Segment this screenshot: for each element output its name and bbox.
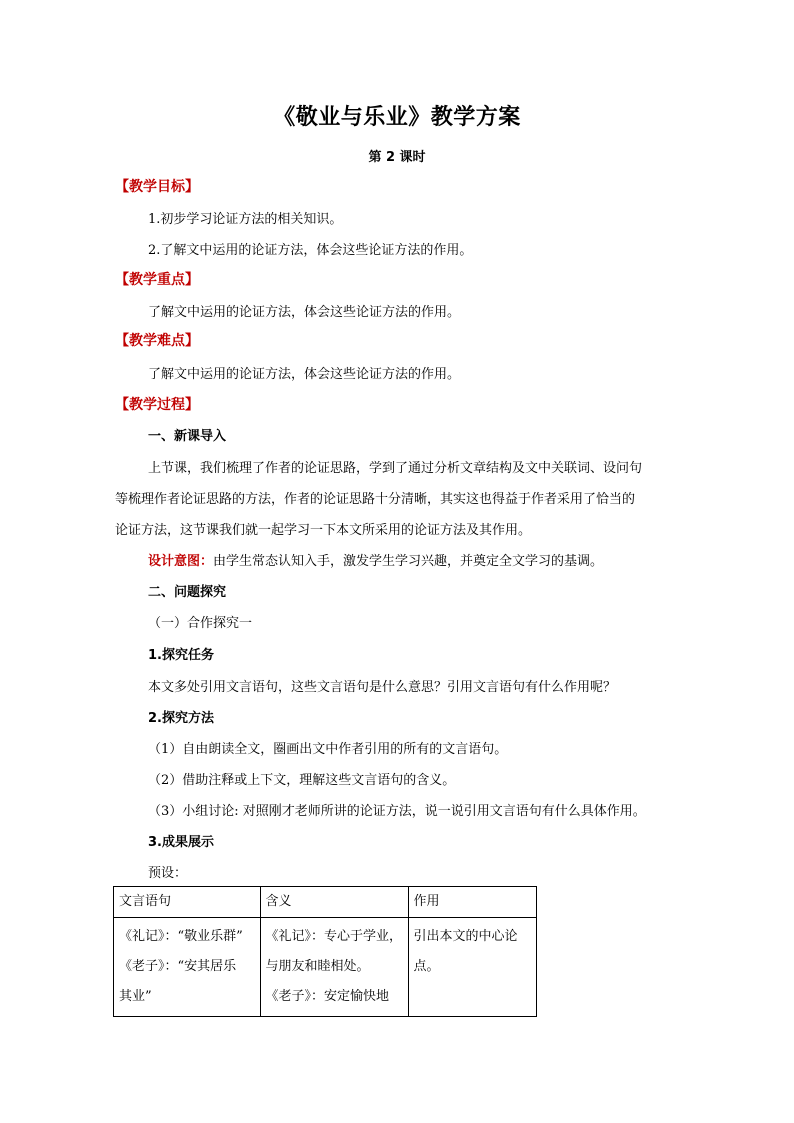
preset-label: 预设： [148, 866, 188, 881]
section-heading-process: 【教学过程】 [115, 397, 199, 413]
cell-line: 《礼记》：专心于学业， [265, 929, 403, 944]
table-cell-quote [114, 918, 261, 1017]
cell-line: 《礼记》：“敬业乐群” [119, 929, 243, 944]
method-item: （1）自由朗读全文，圈画出文中作者引用的所有的文言语句。 [148, 742, 508, 757]
table-cell-function [408, 918, 537, 1017]
cell-line: 点。 [413, 959, 440, 974]
goal-item: 2.了解文中运用的论证方法，体会这些论证方法的作用。 [148, 243, 473, 258]
table-header-row [114, 887, 537, 918]
table-header-cell: 作用 [408, 887, 537, 918]
section-heading-difficulty: 【教学难点】 [115, 333, 199, 349]
cell-line: 《老子》：安定愉快地 [265, 989, 390, 1004]
sub-heading: （一）合作探究一 [148, 616, 253, 631]
goal-item: 1.初步学习论证方法的相关知识。 [148, 212, 343, 227]
section-heading-key: 【教学重点】 [115, 272, 199, 288]
cell-line: 《老子》：“安其居乐 [119, 959, 237, 974]
result-title: 3.成果展示 [148, 835, 214, 850]
part-heading: 一、新课导入 [148, 429, 227, 444]
table-row [114, 918, 537, 1017]
paragraph-line: 上节课，我们梳理了作者的论证思路，学到了通过分析文章结构及文中关联词、设问句 [148, 461, 643, 476]
task-title: 1.探究任务 [148, 648, 214, 663]
method-item: （2）借助注释或上下文，理解这些文言语句的含义。 [148, 773, 456, 788]
section-heading-goals: 【教学目标】 [115, 179, 199, 195]
design-intent-text: 由学生常态认知入手，激发学生学习兴趣，并奠定全文学习的基调。 [213, 554, 604, 569]
paragraph-line: 等梳理作者论证思路的方法，作者的论证思路十分清晰，其实这也得益于作者采用了恰当的 [115, 492, 636, 507]
method-item: （3）小组讨论: 对照刚才老师所讲的论证方法，说一说引用文言语句有什么具体作用。 [148, 804, 646, 819]
part-heading: 二、问题探究 [148, 585, 227, 600]
table-cell-meaning [260, 918, 408, 1017]
key-point-text: 了解文中运用的论证方法，体会这些论证方法的作用。 [148, 305, 461, 320]
table-header-cell: 含义 [260, 887, 408, 918]
method-title: 2.探究方法 [148, 711, 214, 726]
table-header-cell: 文言语句 [114, 887, 261, 918]
cell-line: 其业” [119, 989, 152, 1004]
task-text: 本文多处引用文言语句，这些文言语句是什么意思？引用文言语句有什么作用呢？ [148, 680, 617, 695]
design-intent [148, 550, 603, 569]
analysis-table [113, 886, 537, 1017]
cell-line: 与朋友和睦相处。 [265, 959, 370, 974]
difficulty-text: 了解文中运用的论证方法，体会这些论证方法的作用。 [148, 367, 461, 382]
paragraph-line: 论证方法，这节课我们就一起学习一下本文所采用的论证方法及其作用。 [115, 523, 532, 538]
document-title: 《敬业与乐业》教学方案 [273, 105, 521, 130]
design-intent-label: 设计意图： [148, 554, 214, 569]
cell-line: 引出本文的中心论 [413, 929, 518, 944]
lesson-number: 第 2 课时 [368, 150, 426, 165]
